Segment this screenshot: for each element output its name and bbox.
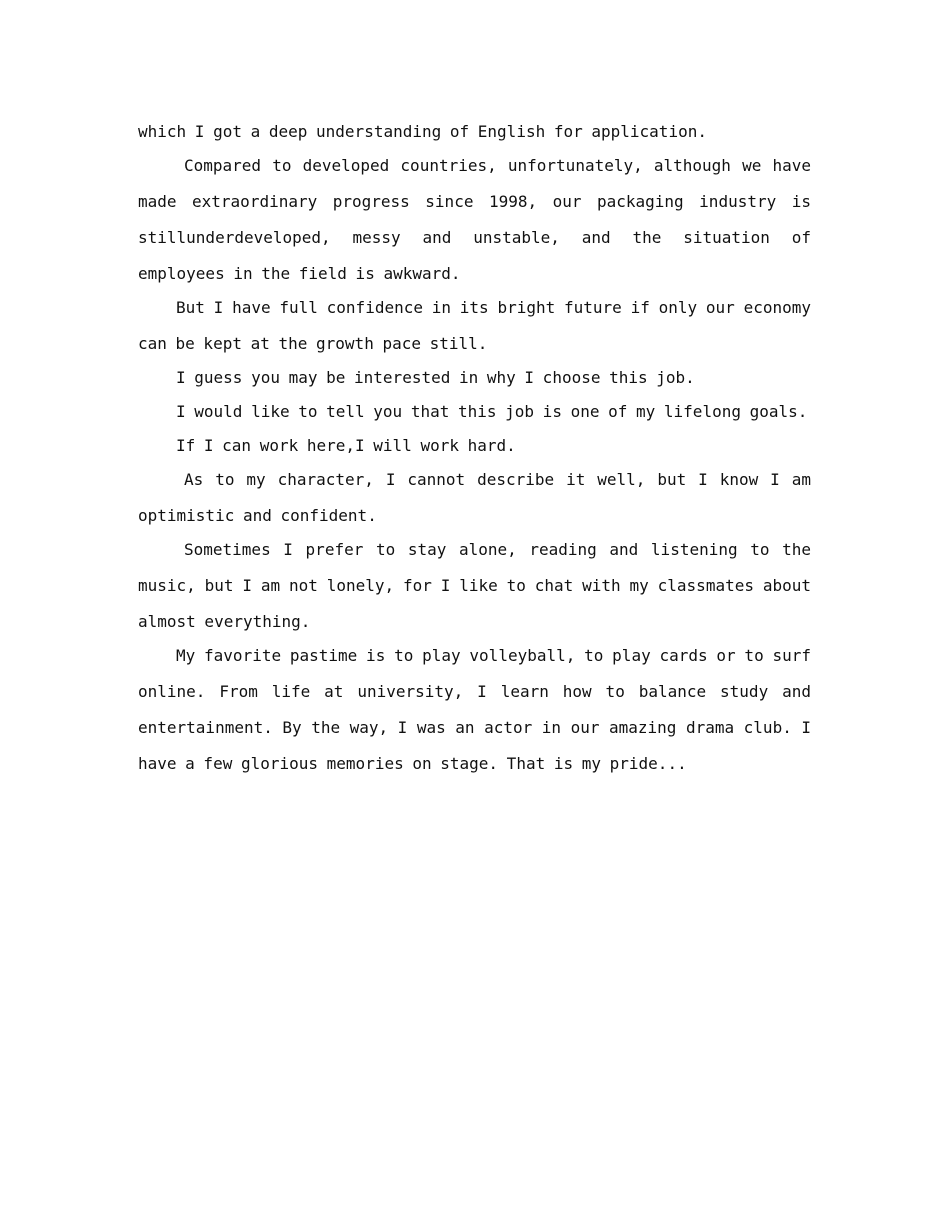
document-body <box>138 114 811 782</box>
paragraph-3: But I have full confidence in its bright future if only our economy can be kept at the growth pace still. <box>138 298 811 353</box>
paragraph-5: I would like to tell you that this job is one of my lifelong goals. <box>176 402 808 421</box>
paragraph-6: If I can work here,I will work hard. <box>176 436 516 455</box>
paragraph-8: Sometimes I prefer to stay alone, reading and listening to the music, but I am not lonely, for I like to chat with my classmates about almost everything. <box>138 540 811 631</box>
paragraph-4: I guess you may be interested in why I choose this job. <box>176 368 695 387</box>
paragraph-7: As to my character, I cannot describe it well, but I know I am optimistic and confident. <box>138 470 811 525</box>
paragraph-2: Compared to developed countries, unfortunately, although we have made extraordinary progress since 1998, our packaging industry is stillunderdeveloped, messy and unstable, and the situation of employees in the field is awkward. <box>138 156 811 283</box>
paragraph-1: which I got a deep understanding of English for application. <box>138 122 707 141</box>
paragraph-9: My favorite pastime is to play volleyball, to play cards or to surf online. From life at university, I learn how to balance study and entertainment. By the way, I was an actor in our amazing drama club. I have a few glorious memories on stage. That is my pride... <box>138 646 811 773</box>
